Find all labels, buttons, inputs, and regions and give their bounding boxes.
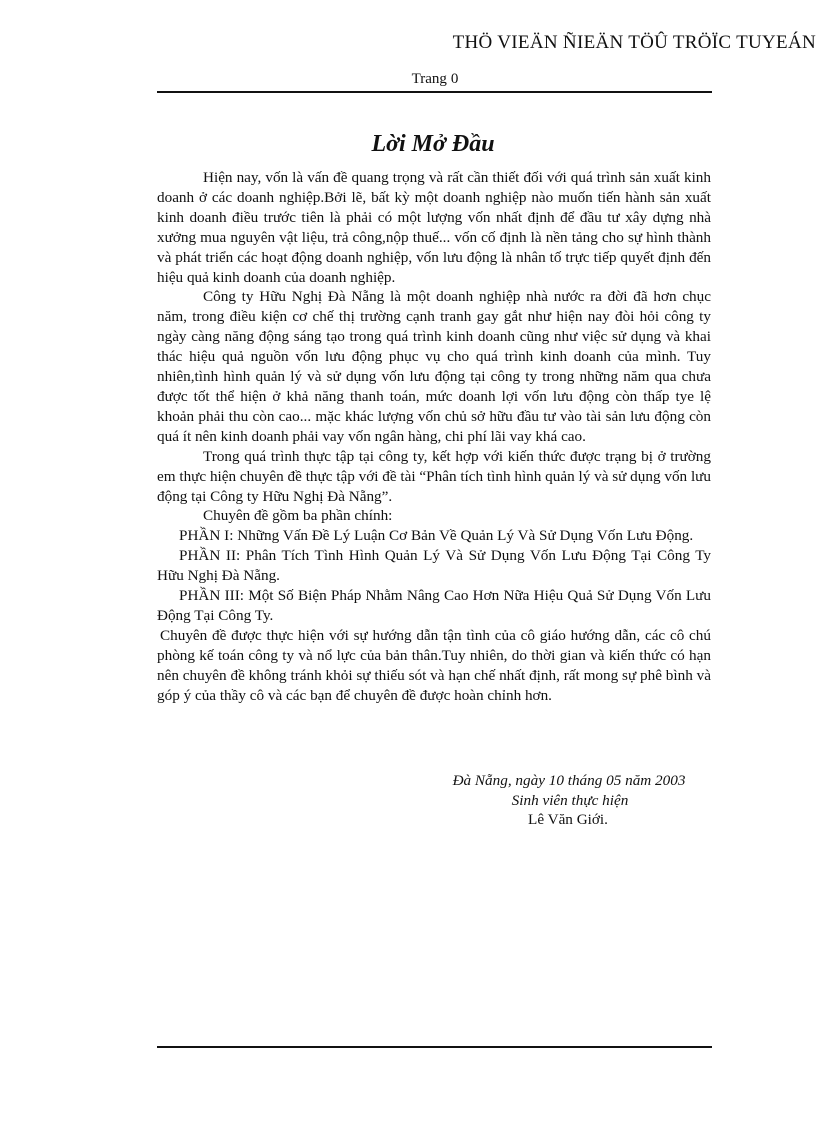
signature-role: Sinh viên thực hiện xyxy=(511,792,629,809)
page-label: Trang xyxy=(411,71,447,87)
document-title: Lời Mở Đầu xyxy=(371,131,495,157)
part-one: PHẦN I: Những Vấn Đề Lý Luận Cơ Bản Về Quản Lý Và Sử Dụng Vốn Lưu Động. xyxy=(179,527,694,545)
page-number-value: 0 xyxy=(450,71,459,87)
paragraph-structure: Chuyên đề gồm ba phần chính: xyxy=(203,507,393,525)
paragraph-company: Công ty Hữu Nghị Đà Nẵng là một doanh nghiệp nhà nước ra đời đã hơn chục năm, trong điều kiện cơ chế thị trường cạnh tranh gay gắt như hiện nay đòi hỏi công ty ngày càng năng động sáng tạo trong quá trình kinh doanh cũng như việc sử dụng và khai thác hiệu quả nguồn vốn lưu động phục vụ cho quá trình kinh doanh của mình. Tuy nhiên,tình hình quản lý và sử dụng vốn lưu động tại công ty trong những năm qua chưa được tốt thể hiện ở khả năng thanh toán, mức doanh lợi vốn lưu động còn thấp tye lệ khoản phải thu còn cao... mặc khác lượng vốn chủ sở hữu đầu tư vào tài sản lưu động còn quá ít nên kinh doanh phải vay vốn ngân hàng, chi phí lãi vay khá cao. xyxy=(157,288,711,445)
paragraph-closing: Chuyên đề được thực hiện với sự hướng dẫn tận tình của cô giáo hướng dẫn, các cô chú phòng kế toán công ty và nổ lực của bản thân.Tuy nhiên, do thời gian và kiến thức có hạn nên chuyên đề không tránh khỏi sự thiếu sót và hạn chế nhất định, rất mong sự phê bình và góp ý của thầy cô và các bạn để chuyên đề được hoàn chỉnh hơn. xyxy=(157,626,711,704)
site-header-title: THÖ VIEÄN ÑIEÄN TÖÛ TRÖÏC TUYEÁN xyxy=(452,32,816,53)
part-three: PHẦN III: Một Số Biện Pháp Nhằm Nâng Cao Hơn Nữa Hiệu Quả Sử Dụng Vốn Lưu Động Tại Công Ty. xyxy=(157,587,711,624)
signature-date: Đà Nẵng, ngày 10 tháng 05 năm 2003 xyxy=(452,772,686,789)
part-two: PHẦN II: Phân Tích Tình Hình Quản Lý Và Sử Dụng Vốn Lưu Động Tại Công Ty Hữu Nghị Đà Nẵng. xyxy=(157,547,711,585)
footer-rule xyxy=(157,1046,712,1048)
header-rule xyxy=(157,91,712,93)
signature-name: Lê Văn Giới. xyxy=(528,811,608,828)
document-body xyxy=(157,168,711,705)
paragraph-topic: Trong quá trình thực tập tại công ty, kết hợp với kiến thức được trạng bị ở trường em thực hiện chuyên đề thực tập với đề tài “Phân tích tình hình quản lý và sử dụng vốn lưu động tại Công ty Hữu Nghị Đà Nẵng”. xyxy=(157,447,711,505)
paragraph-intro: Hiện nay, vốn là vấn đề quang trọng và rất cần thiết đối với quá trình sản xuất kinh doanh ở các doanh nghiệp.Bởi lẽ, bất kỳ một doanh nghiệp nào muốn tiến hành sản xuất kinh doanh điều trước tiên là phải có một lượng vốn nhất định để đầu tư xây dựng nhà xưởng mua nguyên vật liệu, trả công,nộp thuế... vốn cố định là nền tảng cho sự hình thành và phát triển các hoạt động doanh nghiệp, vốn lưu động là nhân tố trực tiếp quyết định đến hiệu quả kinh doanh của doanh nghiệp. xyxy=(157,169,711,286)
page-number xyxy=(0,71,816,88)
